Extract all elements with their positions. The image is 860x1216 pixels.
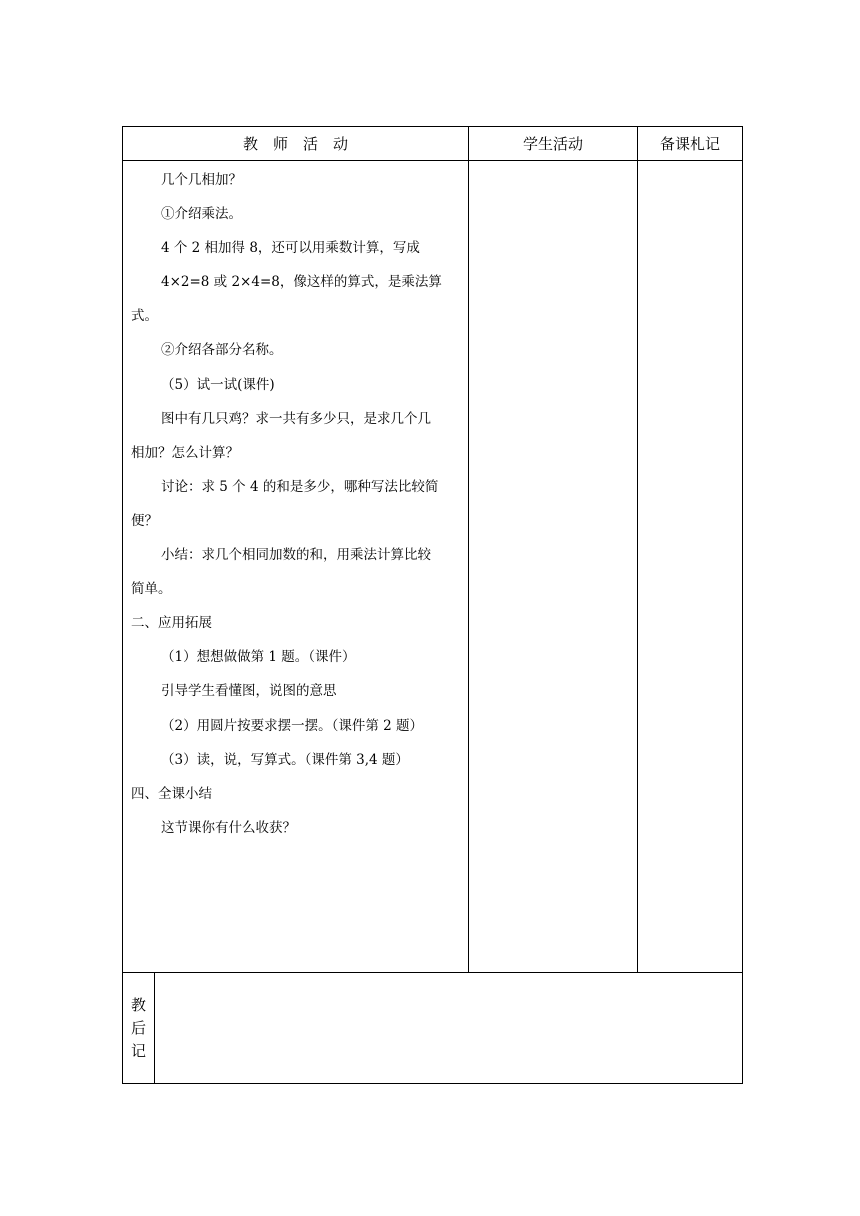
reflection-label-char: 后 — [130, 1018, 146, 1037]
reflection-label-char: 记 — [130, 1041, 146, 1060]
reflection-label — [123, 973, 155, 1084]
teacher-activity-line: 相加？怎么计算？ — [131, 444, 239, 461]
teacher-activity-line: 四、全课小结 — [131, 785, 212, 802]
teacher-activity-line: 几个几相加？ — [161, 172, 242, 188]
teacher-activity-line: 4 个 2 相加得 8，还可以用乘数计算，写成 — [161, 240, 420, 257]
student-activity-header: 学生活动 — [469, 127, 638, 161]
lesson-notes-header: 备课札记 — [638, 127, 743, 161]
teacher-activity-header: 教 师 活 动 — [123, 127, 469, 161]
reflection-row — [123, 973, 743, 1084]
teacher-activity-line: 讨论：求 5 个 4 的和是多少，哪种写法比较简 — [161, 478, 439, 495]
teacher-activity-line: 式。 — [131, 308, 158, 325]
teacher-activity-text — [131, 163, 460, 845]
teacher-activity-line: 小结：求几个相同加数的和，用乘法计算比较 — [161, 547, 431, 564]
lesson-plan-table — [122, 126, 743, 1084]
teacher-activity-line: （3）读，说，写算式。（课件第 3,4 题） — [161, 751, 409, 768]
lesson-notes-cell — [638, 161, 743, 973]
teacher-activity-line: 图中有几只鸡？求一共有多少只，是求几个几 — [161, 410, 431, 427]
teacher-activity-line: 二、应用拓展 — [131, 615, 212, 632]
teacher-activity-line: ①介绍乘法。 — [161, 206, 242, 223]
teacher-activity-cell — [123, 161, 469, 973]
teacher-activity-line: ②介绍各部分名称。 — [161, 342, 283, 359]
content-row — [123, 161, 743, 973]
student-activity-cell — [469, 161, 638, 973]
teacher-activity-line: 4×2=8 或 2×4=8，像这样的算式，是乘法算 — [161, 274, 442, 291]
teacher-activity-line: （1）想想做做第 1 题。（课件） — [161, 649, 356, 666]
reflection-label-char: 教 — [130, 995, 146, 1014]
header-row — [123, 127, 743, 161]
teacher-activity-line: 便？ — [131, 512, 158, 529]
teacher-activity-line: 这节课你有什么收获？ — [161, 819, 296, 836]
teacher-activity-line: （5）试一试(课件) — [161, 376, 275, 393]
teacher-activity-line: 引导学生看懂图，说图的意思 — [161, 683, 337, 700]
teacher-activity-line: （2）用圆片按要求摆一摆。（课件第 2 题） — [161, 717, 424, 734]
reflection-cell — [155, 973, 743, 1084]
teacher-activity-line: 简单。 — [131, 581, 172, 598]
